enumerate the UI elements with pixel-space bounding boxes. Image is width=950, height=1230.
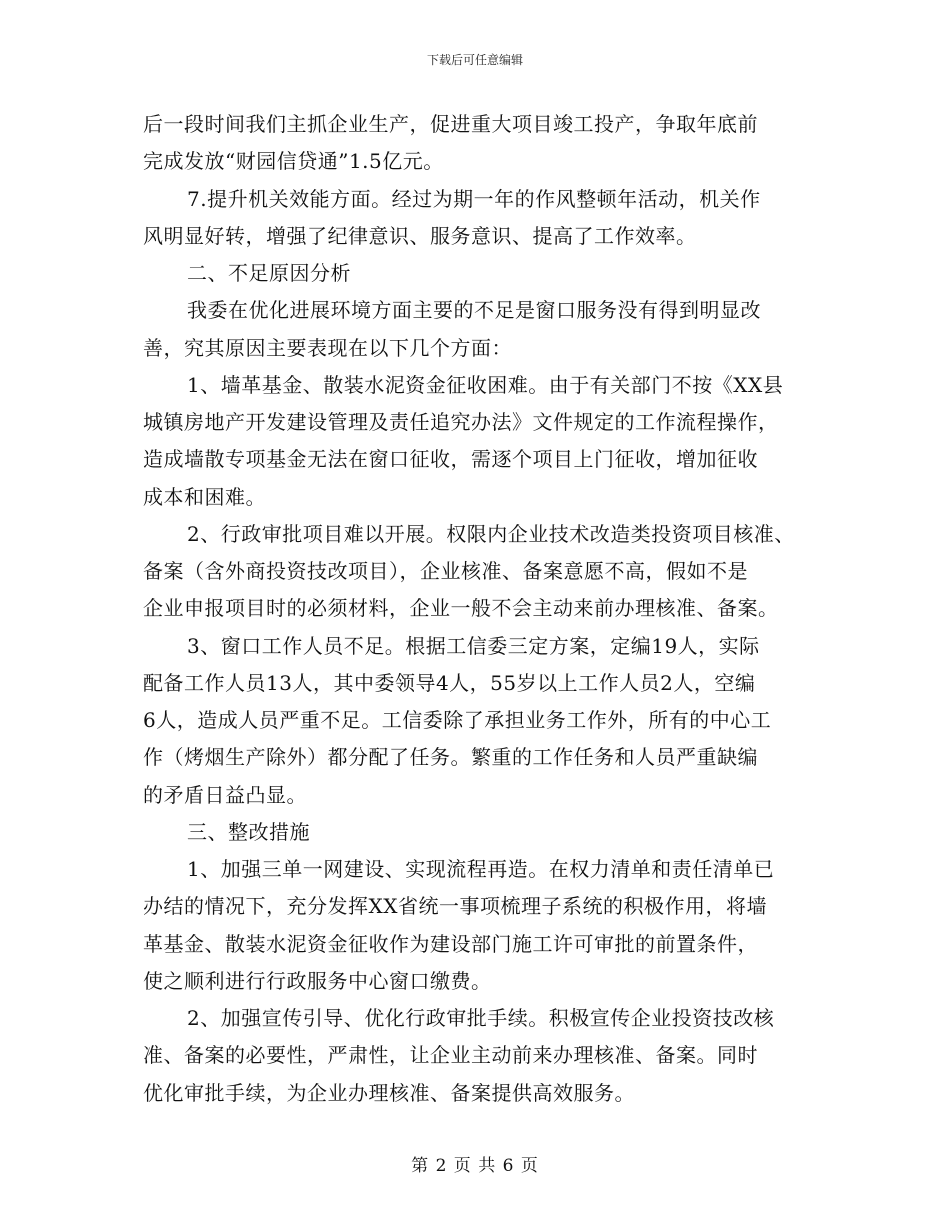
text-line: 1、加强三单一网建设、实现流程再造。在权力清单和责任清单已 [187,857,775,881]
text-line: 备案（含外商投资技改项目），企业核准、备案意愿不高，假如不是 [143,559,748,583]
text-line: 二、不足原因分析 [187,261,351,285]
text-line: 3、窗口工作人员不足。根据工信委三定方案，定编19人，实际 [187,633,760,658]
text-line: 善，究其原因主要表现在以下几个方面： [143,335,512,360]
text-line: 我委在优化进展环境方面主要的不足是窗口服务没有得到明显改 [187,298,761,323]
text-line: 6人，造成人员严重不足。工信委除了承担业务工作外，所有的中心工 [143,708,772,732]
text-line: 企业申报项目时的必须材料，企业一般不会主动来前办理核准、备案。 [143,596,779,621]
document-body [143,106,843,1112]
text-line: 7.提升机关效能方面。经过为期一年的作风整顿年活动，机关作 [187,186,761,211]
page-header: 下载后可任意编辑 [426,53,523,67]
text-line: 革基金、散装水泥资金征收作为建设部门施工许可审批的前置条件， [143,931,758,956]
text-line: 三、整改措施 [187,819,310,844]
text-line: 2、行政审批项目难以开展。权限内企业技术改造类投资项目核准、 [187,521,795,546]
text-line: 城镇房地产开发建设管理及责任追究办法》文件规定的工作流程操作， [143,410,779,434]
text-line: 办结的情况下，充分发挥XX省统一事项梳理子系统的积极作用，将墙 [143,894,767,919]
text-line: 使之顺利进行行政服务中心窗口缴费。 [143,968,492,993]
text-line: 造成墙散专项基金无法在窗口征收，需逐个项目上门征收，增加征收 [143,447,758,472]
text-line: 的矛盾日益凸显。 [143,782,307,807]
text-line: 后一段时间我们主抓企业生产，促进重大项目竣工投产，争取年底前 [143,112,758,136]
text-line: 风明显好转，增强了纪律意识、服务意识、提高了工作效率。 [143,223,697,248]
text-line: 完成发放“财园信贷通”1.5亿元。 [143,149,444,174]
text-line: 2、加强宣传引导、优化行政审批手续。积极宣传企业投资技改核 [187,1006,775,1030]
text-line: 作（烤烟生产除外）都分配了任务。繁重的工作任务和人员严重缺编 [143,745,758,770]
text-line: 成本和困难。 [143,484,266,509]
text-line: 准、备案的必要性，严肃性，让企业主动前来办理核准、备案。同时 [143,1043,758,1068]
page-number-footer: 第 2 页 共 6 页 [411,1156,539,1176]
text-line: 优化审批手续，为企业办理核准、备案提供高效服务。 [143,1080,635,1105]
text-line: 1、墙革基金、散装水泥资金征收困难。由于有关部门不按《XX县 [187,372,784,397]
text-line: 配备工作人员13人，其中委领导4人，55岁以上工作人员2人，空编 [143,670,756,695]
